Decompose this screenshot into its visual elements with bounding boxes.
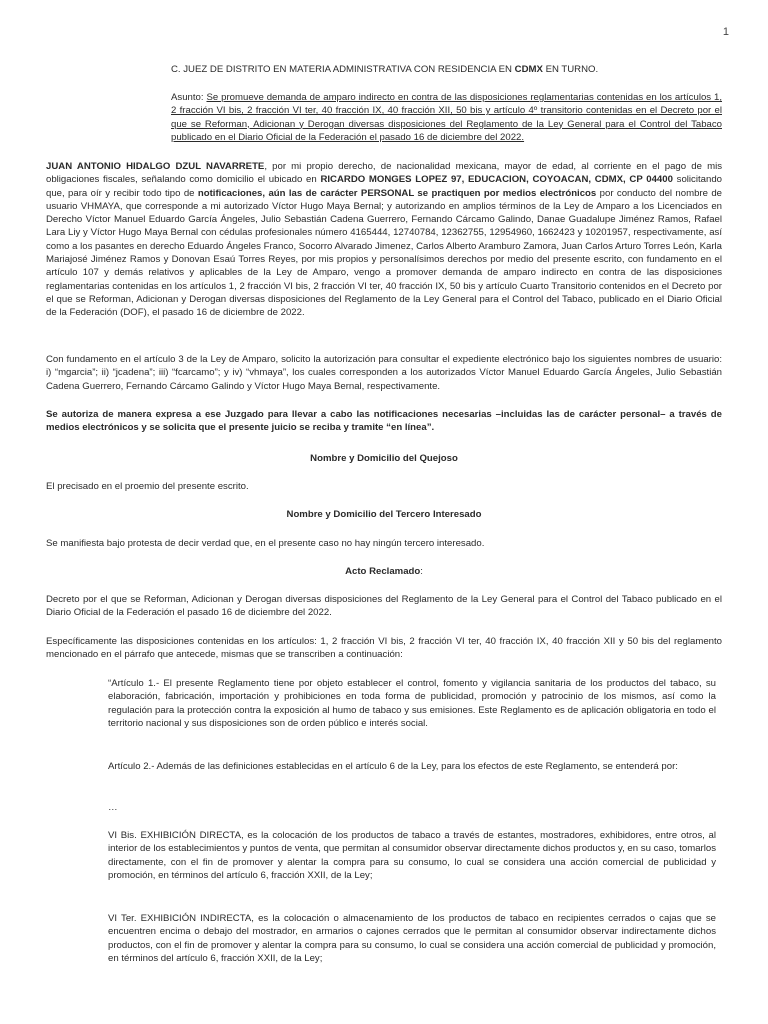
quote-fraction-vi-ter-text: VI Ter. EXHIBICIÓN INDIRECTA, es la colocación o almacenamiento de los productos de tabaco en recipientes cerrados o cajas que se encuentren encima o debajo del mostrador, en armarios o cajones cerrados que le permitan al consumidor observar indirectamente dichos productos, con el fin de promover y alentar la compra para su consumo, lo cual se considera una acción comercial de publicidad y promoción, en términos del artículo 6, fracción XXII, de la Ley; [108,913,716,964]
plaintiff-address: RICARDO MONGES LOPEZ 97, EDUCACION, COYOACAN, CDMX, CP 04400 [320,174,673,186]
quejoso-paragraph [46,480,722,493]
quote-fraction-vi-ter [108,912,716,965]
intro-text-3: por conducto del nombre de usuario VHMAYA, que corresponde a mi autorizado Víctor Hugo Maya Bernal; y autorizando en amplios términos de la Ley de Amparo a los Licenciados en Derecho Víctor Manuel Eduardo García Ángeles, Julio Sebastián Cadena Guerrero, Fernando Cárcamo Galindo, Danae Guadalupe Jiménez Ramos, Rafael Lara Liy y Víctor Hugo Maya Bernal con cédulas profesionales número 4165444, 12740784, 12362755, 12954960, 1662423 y 10201957, respectivamente, así como a los pasantes en derecho Eduardo Ángeles Franco, Socorro Alvarado Jimenez, Carlos Alberto Aramburo Zamora, Juan Carlos Arturo Torres León, Karla Mariajosé Jiménez Ramos y Donovan Esaú Torres Reyes, por mis propios y personalísimos derechos por medio del presente escrito, con fundamento en el artículo 107 y demás relativos y aplicables de la Ley de Amparo, vengo a promover demanda de amparo indirecto en contra de las disposiciones reglamentarias contenidas en los artículos 1, 2 fracción VI bis, 2 fracción VI ter, 40 fracción IX, 50 bis y artículo Cuarto Transitorio contenidos en el Decreto por el que se Reforman, Adicionan y Derogan diversas disposiciones del Reglamento de la Ley General para el Control del Tabaco, publicado en el Diario Oficial de la Federación (DOF), el pasado 16 de diciembre de 2022. [46,187,723,319]
intro-paragraph [46,160,722,320]
quote-fraction-vi-bis-text: VI Bis. EXHIBICIÓN DIRECTA, es la colocación de los productos de tabaco a través de estantes, mostradores, exhibidores, entre otros, al interior de los establecimientos y puntos de venta, que permitan al consumidor observar directamente dichos productos y, en su caso, tomarlos directamente, con el fin de promover y alentar la compra para su consumo, lo cual se considera una acción comercial de publicidad y promoción, en términos del artículo 6, fracción XXII, de la Ley; [108,830,716,881]
authorize-paragraph [46,408,722,435]
addressee-text: C. JUEZ DE DISTRITO EN MATERIA ADMINISTRATIVA CON RESIDENCIA EN [171,64,515,75]
tercero-paragraph [46,537,722,550]
addressee-city: CDMX [514,64,543,75]
page-number: 1 [722,26,729,38]
quote-article-2-text: Artículo 2.- Además de las definiciones establecidas en el artículo 6 de la Ley, para los efectos de este Reglamento, se entenderá por: [108,761,678,772]
heading-quejoso [46,452,722,465]
intro-text-1: , por mi propio derecho, de nacionalidad mexicana, mayor de edad, al corriente en el pago de mis obligaciones fiscales, señalando como domicilio el ubicado en [46,161,722,186]
notification-clause: notificaciones, aún las de carácter PERSONAL se practiquen por medios electrónicos [197,187,597,199]
addressee [171,63,722,76]
heading-quejoso-text: Nombre y Domicilio del Quejoso [310,453,458,464]
especificamente-paragraph [46,635,722,662]
quote-article-2 [108,760,716,773]
subject-label: Asunto: [171,92,207,103]
decreto-paragraph [46,593,722,620]
quote-article-1 [108,677,716,730]
plaintiff-name: JUAN ANTONIO HIDALGO DZUL NAVARRETE [46,161,265,172]
quote-ellipsis-text: … [108,802,118,813]
intro-text-2: solicitando que, para oír y recibir todo tipo de [46,174,722,199]
decreto-text: Decreto por el que se Reforman, Adicionan y Derogan diversas disposiciones del Reglamento de la Ley General para el Control del Tabaco publicado en el Diario Oficial de la Federación el pasado 16 de diciembre del 2022. [46,594,722,619]
subject-text: Se promueve demanda de amparo indirecto en contra de las disposiciones reglamentarias contenidas en los artículos 1, 2 fracción VI bis, 2 fracción VI ter, 40 fracción IX, 40 fracción XII, 50 bis y artículo 4º transitorio contenidas en el Decreto por el que se Reforman, Adicionan y Derogan diversas disposiciones del Reglamento de la Ley General para el Control del Tabaco publicado en el Diario Oficial de la Federación el pasado 16 de diciembre del 2022. [171,92,723,143]
quote-ellipsis [108,801,716,814]
authorize-text: Se autoriza de manera expresa a ese Juzgado para llevar a cabo las notificaciones necesarias –incluidas las de carácter personal– a través de medios electrónicos y se solicita que el presente juicio se reciba y tramite “en línea”. [46,409,722,434]
heading-acto [46,565,722,578]
addressee-suffix: EN TURNO. [542,64,599,75]
heading-acto-suffix: : [420,566,423,577]
subject [171,91,722,144]
heading-acto-text: Acto Reclamado [345,566,421,577]
heading-tercero [46,508,722,521]
quote-article-1-text: “Artículo 1.- El presente Reglamento tiene por objeto establecer el control, fomento y vigilancia sanitaria de los productos del tabaco, su elaboración, fabricación, importación y prohibiciones en toda forma de publicidad, promoción y patrocinio de los mismos, así como la regulación para la protección contra la exposición al humo de tabaco y sus emisiones. Este Reglamento es de aplicación obligatoria en todo el territorio nacional y sus disposiciones son de orden público e interés social. [108,678,716,729]
quote-fraction-vi-bis [108,829,716,882]
consult-paragraph [46,353,722,393]
consult-text: Con fundamento en el artículo 3 de la Ley de Amparo, solicito la autorización para consultar el expediente electrónico bajo los siguientes nombres de usuario: i) “mgarcia”; ii) “jcadena”; iii) “fcarcamo”; y iv) “vhmaya”, los cuales corresponden a los autorizados Víctor Manuel Eduardo García Ángeles, Julio Sebastián Cadena Guerrero, Fernando Cárcamo Galindo y Víctor Hugo Maya Bernal, respectivamente. [46,354,722,392]
quejoso-text: El precisado en el proemio del presente escrito. [46,481,249,492]
especificamente-text: Específicamente las disposiciones contenidas en los artículos: 1, 2 fracción VI bis, 2 fracción VI ter, 40 fracción IX, 40 fracción XII y 50 bis del reglamento mencionado en el párrafo que antecede, mismas que se transcriben a continuación: [46,636,722,661]
heading-tercero-text: Nombre y Domicilio del Tercero Interesado [286,509,482,520]
tercero-text: Se manifiesta bajo protesta de decir verdad que, en el presente caso no hay ningún tercero interesado. [46,538,485,549]
